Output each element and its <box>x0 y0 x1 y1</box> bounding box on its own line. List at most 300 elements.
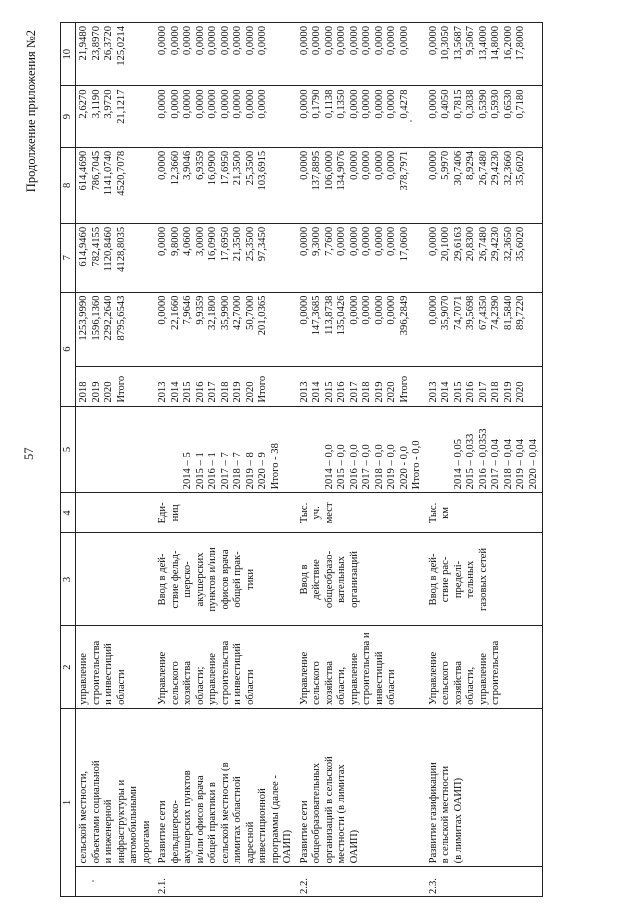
year-line: 2018 <box>78 381 89 403</box>
total-funding-line: 1253,9990 <box>78 295 89 341</box>
regional-funding-line: 0,0000 <box>348 150 360 180</box>
year-line: 2020 <box>386 381 397 403</box>
local-funding-line: 0,5930 <box>490 89 501 119</box>
regional-funding-line: 137,8895 <box>311 150 322 191</box>
year-line: 2013 <box>157 381 168 403</box>
plan-values-line: 2016 – 1 <box>207 452 218 490</box>
local-funding-line: 0,0000 <box>361 89 372 119</box>
total-funding-line: 0,0000 <box>427 295 439 325</box>
federal-funding-line: 17,6950 <box>219 226 231 262</box>
local-funding-line: 0,0000 <box>169 89 181 119</box>
federal-funding-line: 1120,8460 <box>103 226 114 272</box>
federal-funding-line: 0,0000 <box>298 226 310 256</box>
local-funding-line: 0,0000 <box>427 89 439 119</box>
federal-funding-line: 4,0600 <box>182 226 193 256</box>
total-funding-line: 39,5698 <box>465 295 476 330</box>
other-funding-line: 0,0000 <box>257 26 268 56</box>
executor-cell <box>155 626 297 708</box>
federal-funding-cell <box>76 223 156 292</box>
executor-cell <box>76 626 156 708</box>
plan-values-line: 2020 - 0,0 <box>398 446 410 490</box>
total-funding-line: 67,4350 <box>477 295 489 330</box>
year-line: 2019 <box>502 381 514 403</box>
regional-funding-line: 0,0000 <box>298 150 310 180</box>
regional-funding-line: 26,7480 <box>477 150 489 186</box>
federal-funding-line: 0,0000 <box>361 226 372 256</box>
regional-funding-line: 0,0000 <box>386 150 397 180</box>
total-funding-line: 0,0000 <box>298 295 310 325</box>
local-funding-line: 0,0000 <box>182 89 193 119</box>
other-funding-line: 0,0000 <box>398 26 410 56</box>
local-funding-line: 0,0000 <box>386 89 397 119</box>
indicator-line: пределі- <box>452 560 464 599</box>
federal-funding-line: 16,0900 <box>207 226 218 262</box>
executor-line: Управление <box>427 651 439 705</box>
total-funding-cell <box>155 292 297 366</box>
other-funding-line: 0,0000 <box>348 26 360 56</box>
plan-values-line: 2014 – 0,05 <box>452 439 464 490</box>
continuation-header: Продолжение приложения №2 <box>24 30 38 193</box>
local-funding-line: 21,1217 <box>115 89 127 124</box>
regional-funding-cell <box>297 147 426 223</box>
local-funding-line: 0,1138 <box>323 89 335 119</box>
regional-funding-line: 5,9970 <box>440 150 451 180</box>
other-funding-line: 0,0000 <box>336 26 347 56</box>
other-funding-line: 0,0000 <box>244 26 256 56</box>
federal-funding-line: 26,7480 <box>477 226 489 262</box>
other-funding-line: 17,8000 <box>515 26 526 61</box>
regional-funding-line: 12,3660 <box>169 150 181 186</box>
total-funding-cell <box>297 292 426 366</box>
other-funding-cell <box>426 23 543 86</box>
other-funding-line: 0,0000 <box>311 26 322 56</box>
plan-values-line: 2018 – 0,04 <box>502 439 514 490</box>
other-funding-line: 0,0000 <box>157 26 168 56</box>
total-funding-line: 35,9070 <box>440 295 451 330</box>
total-funding-line: 0,0000 <box>386 295 397 325</box>
local-funding-line: 2,6270 <box>78 89 89 119</box>
regional-funding-line: 0,0000 <box>373 150 385 180</box>
indicator-line: Ввод в дей- <box>427 553 439 606</box>
table-row <box>297 23 426 897</box>
measure-name-line: Развитие газификации <box>427 762 439 864</box>
executor-line: строительства <box>490 640 501 705</box>
year-line: 2014 <box>311 381 322 403</box>
other-funding-line: 26,3720 <box>103 26 114 61</box>
regional-funding-line: 0,0000 <box>157 150 168 180</box>
federal-funding-line: 7,7600 <box>323 226 335 256</box>
year-line: Итого <box>398 375 410 403</box>
regional-funding-line: 3,9046 <box>182 150 193 180</box>
local-funding-cell <box>297 86 426 147</box>
plan-values-line: 2020 – 0,04 <box>527 439 539 490</box>
measure-name-line: Развитие сети <box>157 800 168 864</box>
plan-values-cell <box>297 406 426 493</box>
regional-funding-line: 0,0000 <box>427 150 439 180</box>
year-cell <box>297 366 426 406</box>
regional-funding-line: 16,0900 <box>207 150 218 186</box>
measure-name-line: ОАИП) <box>348 829 360 864</box>
indicator-line: тики <box>244 568 256 591</box>
year-line: 2016 <box>194 381 206 403</box>
plan-values-line: 2020 – 9 <box>257 452 268 490</box>
indicator-line: вательных <box>336 556 347 603</box>
regional-funding-line: 25,3500 <box>244 150 256 186</box>
executor-line: Управление <box>298 651 310 705</box>
header-cell: 9 <box>61 86 76 147</box>
local-funding-line: 3,1190 <box>90 89 102 119</box>
indicator-line: газовых сетей <box>477 547 489 612</box>
plan-values-line: 2014 – 0,0 <box>323 444 335 490</box>
regional-funding-line: 103,6915 <box>257 150 268 191</box>
header-cell: 8 <box>61 147 76 223</box>
local-funding-line: 0,5390 <box>477 89 489 119</box>
unit-line: уч. <box>311 506 322 520</box>
federal-funding-line: 3,0000 <box>194 226 206 256</box>
year-line: 2015 <box>323 381 335 403</box>
total-funding-line: 0,0000 <box>348 295 360 325</box>
federal-funding-cell <box>426 223 543 292</box>
indicator-line: акушерских <box>194 552 206 607</box>
total-funding-line: 1596,1360 <box>90 295 102 341</box>
year-line: 2018 <box>219 381 231 403</box>
other-funding-line: 0,0000 <box>169 26 181 56</box>
federal-funding-line: 0,0000 <box>157 226 168 256</box>
executor-line: и инвестиций <box>232 643 243 705</box>
unit-cell <box>426 493 543 533</box>
executor-cell <box>297 626 426 708</box>
year-cell <box>155 366 297 406</box>
local-funding-cell <box>426 86 543 147</box>
table-body <box>76 23 543 897</box>
executor-line: области, <box>465 666 476 705</box>
measure-name-cell <box>297 708 426 867</box>
other-funding-line: 0,0000 <box>182 26 193 56</box>
header-cell: 6 <box>61 292 76 406</box>
total-funding-cell <box>76 292 156 366</box>
indicator-line: общеобразо- <box>323 550 335 609</box>
other-funding-cell <box>155 23 297 86</box>
row-number <box>76 867 156 897</box>
year-line: 2014 <box>169 381 181 403</box>
unit-line: Еди- <box>157 502 168 524</box>
other-funding-line: 10,3050 <box>440 26 451 61</box>
local-funding-line: 0,1790 <box>311 89 322 119</box>
year-line: 2017 <box>477 381 489 403</box>
local-funding-line: 0,0000 <box>157 89 168 119</box>
measure-name-line: объектами социальной <box>90 760 102 864</box>
measure-name-line: акушерских пунктов <box>182 770 193 864</box>
local-funding-line: 0,0000 <box>257 89 268 119</box>
executor-line: области <box>386 669 397 705</box>
total-funding-line: 42,7000 <box>232 295 243 330</box>
table-row <box>155 23 297 897</box>
indicator-line: общей прак- <box>232 551 243 608</box>
federal-funding-line: 614,9460 <box>78 226 89 267</box>
measure-name-cell <box>76 708 156 867</box>
measure-name-line: и/или офисов врача <box>194 775 206 864</box>
local-funding-line: 0,0000 <box>207 89 218 119</box>
executor-line: области, <box>336 666 347 705</box>
indicator-line: шерско- <box>182 561 193 598</box>
other-funding-line: 13,4000 <box>477 26 489 61</box>
federal-funding-line: 25,3500 <box>244 226 256 262</box>
federal-funding-line: 9,8000 <box>169 226 181 256</box>
row-number: 2.1. <box>155 867 297 897</box>
unit-cell <box>155 493 297 533</box>
other-funding-line: 0,0000 <box>373 26 385 56</box>
regional-funding-line: 21,3500 <box>232 150 243 186</box>
executor-line: сельского <box>169 661 181 705</box>
plan-values-line: 2017 – 0,0 <box>361 444 372 490</box>
plan-values-line: 2015 – 0,0 <box>336 444 347 490</box>
unit-cell <box>76 493 156 533</box>
row-number: 2.2. <box>297 867 426 897</box>
executor-line: управление <box>477 653 489 705</box>
year-line: 2017 <box>207 381 218 403</box>
measure-name-line: Развитие сети <box>298 800 310 864</box>
total-funding-line: 50,7000 <box>244 295 256 330</box>
year-line: Итого <box>257 375 268 403</box>
local-funding-line: 0,0000 <box>373 89 385 119</box>
total-funding-line: 201,0365 <box>257 295 268 336</box>
indicator-cell <box>155 533 297 626</box>
table-row <box>76 23 156 897</box>
plan-values-line: 2019 – 0,04 <box>515 439 526 490</box>
year-line: 2019 <box>232 381 243 403</box>
federal-funding-line: 9,3000 <box>311 226 322 256</box>
table-row <box>426 23 543 897</box>
measure-name-line: фельдшерско- <box>169 800 181 864</box>
local-funding-cell <box>155 86 297 147</box>
year-line: Итого <box>115 375 127 403</box>
regional-funding-line: 4520,7078 <box>115 150 127 196</box>
indicator-cell <box>297 533 426 626</box>
total-funding-line: 7,9646 <box>182 295 193 325</box>
header-cell: 7 <box>61 223 76 292</box>
local-funding-line: 0,3038 <box>465 89 476 119</box>
executor-line: хозяйства <box>452 661 464 705</box>
indicator-cell <box>426 533 543 626</box>
header-cell: 4 <box>61 493 76 533</box>
regional-funding-cell <box>155 147 297 223</box>
measure-name-line: дорогами <box>140 820 152 864</box>
local-funding-line: 0,0000 <box>232 89 243 119</box>
plan-values-line: 2015 – 1 <box>194 452 206 490</box>
total-funding-cell <box>426 292 543 366</box>
total-funding-line: 0,0000 <box>157 295 168 325</box>
total-funding-line: 74,7071 <box>452 295 464 330</box>
regional-funding-line: 1141,0740 <box>103 150 114 196</box>
federal-funding-line: 29,6163 <box>452 226 464 262</box>
plan-values-cell <box>426 406 543 493</box>
year-line: 2020 <box>103 381 114 403</box>
year-line: 2018 <box>361 381 372 403</box>
executor-line: инвестиций <box>373 651 385 705</box>
regional-funding-line: 614,4690 <box>78 150 89 191</box>
other-funding-line: 14,8000 <box>490 26 501 61</box>
executor-line: области <box>115 669 127 705</box>
local-funding-cell <box>76 86 156 147</box>
row-number: 2.3. <box>426 867 543 897</box>
executor-line: строительства <box>219 640 231 705</box>
executor-line: строительства и <box>361 632 372 705</box>
federal-funding-line: 29,4230 <box>490 226 501 262</box>
federal-funding-line: 0,0000 <box>336 226 347 256</box>
year-line: 2020 <box>244 381 256 403</box>
local-funding-line: 0,0000 <box>219 89 231 119</box>
regional-funding-line: 106,0000 <box>323 150 335 191</box>
measure-name-line: сельской местности, <box>78 770 89 864</box>
federal-funding-line: 0,0000 <box>386 226 397 256</box>
other-funding-cell <box>76 23 156 86</box>
indicator-line: тельных <box>465 560 476 599</box>
regional-funding-cell <box>76 147 156 223</box>
year-line: 2019 <box>90 381 102 403</box>
indicator-line: ствие фельд- <box>169 550 181 609</box>
other-funding-line: 125,0214 <box>115 26 127 66</box>
other-funding-line: 16,2000 <box>502 26 514 61</box>
year-line: 2016 <box>465 381 476 403</box>
unit-cell <box>297 493 426 533</box>
total-funding-line: 74,2390 <box>490 295 501 330</box>
executor-line: хозяйства <box>323 661 335 705</box>
unit-line: Тыс. <box>427 502 439 524</box>
indicator-line: Ввод в <box>298 564 310 595</box>
regional-funding-cell <box>426 147 543 223</box>
other-funding-line: 0,0000 <box>386 26 397 56</box>
measure-name-line: программы (далее - <box>269 775 281 864</box>
total-funding-line: 89,7220 <box>515 295 526 330</box>
regional-funding-line: 134,9076 <box>336 150 347 191</box>
total-funding-line: 22,1660 <box>169 295 181 330</box>
other-funding-line: 0,0000 <box>361 26 372 56</box>
local-funding-line: 0,7180 <box>515 89 526 119</box>
plan-values-line: 2014 – 5 <box>182 452 193 490</box>
indicator-line: действие <box>311 559 322 600</box>
header-cell: 1 <box>61 708 76 896</box>
other-funding-cell <box>297 23 426 86</box>
measure-name-line: адресной <box>244 821 256 864</box>
plan-values-line: Итого - 38 <box>269 443 281 490</box>
other-funding-line: 21,9480 <box>78 26 89 61</box>
federal-funding-line: 0,0000 <box>427 226 439 256</box>
local-funding-line: 0,0000 <box>298 89 310 119</box>
other-funding-line: 0,0000 <box>219 26 231 56</box>
other-funding-line: 23,8970 <box>90 26 102 61</box>
regional-funding-line: 32,3660 <box>502 150 514 186</box>
measure-name-line: общей практики в <box>207 782 218 864</box>
plan-values-line: 2018 – 0,0 <box>373 444 385 490</box>
regional-funding-line: 30,7406 <box>452 150 464 186</box>
other-funding-line: 0,0000 <box>207 26 218 56</box>
regional-funding-line: 35,6020 <box>515 150 526 186</box>
federal-funding-line: 20,1000 <box>440 226 451 262</box>
plan-values-line: 2015 – 0,033 <box>465 433 476 490</box>
year-line: 2016 <box>336 381 347 403</box>
executor-line: и инвестиций <box>103 643 114 705</box>
plan-values-line: 2017 – 7 <box>219 452 231 490</box>
executor-line: области; <box>194 666 206 705</box>
federal-funding-cell <box>155 223 297 292</box>
total-funding-line: 2292,2640 <box>103 295 114 341</box>
plan-values-cell <box>76 406 156 493</box>
federal-funding-line: 97,3450 <box>257 226 268 262</box>
measure-name-cell <box>155 708 297 867</box>
regional-funding-line: 378,7971 <box>398 150 410 191</box>
measure-name-line: и инженерной <box>103 799 114 864</box>
federal-funding-cell <box>297 223 426 292</box>
measure-name-line: местности (в лимитах <box>336 764 347 864</box>
regional-funding-line: 8,9294 <box>465 150 476 180</box>
local-funding-line: 0,6530 <box>502 89 514 119</box>
federal-funding-line: 0,0000 <box>373 226 385 256</box>
total-funding-line: 35,9900 <box>219 295 231 330</box>
local-funding-line: 0,4278 <box>398 89 410 119</box>
other-funding-line: 0,0000 <box>298 26 310 56</box>
total-funding-line: 9,9359 <box>194 295 206 325</box>
plan-values-line: 2019 – 0,0 <box>386 444 397 490</box>
executor-line: Управление <box>157 651 168 705</box>
other-funding-line: 9,5067 <box>465 26 476 56</box>
local-funding-line: 0,0000 <box>194 89 206 119</box>
plan-values-cell <box>155 406 297 493</box>
year-line: 2017 <box>348 381 360 403</box>
year-cell <box>426 366 543 406</box>
total-funding-line: 81,5840 <box>502 295 514 330</box>
year-line: 2015 <box>182 381 193 403</box>
measure-name-cell <box>426 708 543 867</box>
executor-line: строительства <box>90 640 102 705</box>
executor-line: управление <box>78 653 89 705</box>
header-cell: 10 <box>61 23 76 86</box>
federal-funding-line: 782,4155 <box>90 226 102 267</box>
program-table <box>60 22 620 897</box>
year-cell <box>76 366 156 406</box>
unit-line: мест <box>323 502 335 524</box>
total-funding-line: 147,3685 <box>311 295 322 336</box>
unit-line: ниц <box>169 504 181 522</box>
page-number: 57 <box>22 447 36 460</box>
executor-line: управление <box>348 653 360 705</box>
plan-values-line: 2018 – 7 <box>232 452 243 490</box>
year-line: 2015 <box>452 381 464 403</box>
measure-name-line: автомобильными <box>128 786 139 864</box>
indicator-cell <box>76 533 156 626</box>
local-funding-line: 0,4050 <box>440 89 451 119</box>
total-funding-line: 8795,6543 <box>115 295 127 341</box>
unit-line: км <box>440 506 451 519</box>
measure-name-line: общеобразовательных <box>311 762 322 864</box>
year-line: 2020 <box>515 381 526 403</box>
measure-name-line: инвестиционной <box>257 788 268 864</box>
unit-line: Тыс. <box>298 502 310 524</box>
plan-values-line: 2016 – 0,0353 <box>477 428 489 490</box>
total-funding-line: 113,8738 <box>323 295 335 335</box>
total-funding-line: 0,0000 <box>373 295 385 325</box>
year-line: 2013 <box>298 381 310 403</box>
federal-funding-line: 35,6020 <box>515 226 526 262</box>
regional-funding-line: 29,4230 <box>490 150 501 186</box>
federal-funding-line: 32,3650 <box>502 226 514 262</box>
federal-funding-line: 21,3500 <box>232 226 243 262</box>
total-funding-line: 32,1800 <box>207 295 218 330</box>
header-cell: 2 <box>61 626 76 708</box>
total-funding-line: 135,0426 <box>336 295 347 336</box>
header-cell: 3 <box>61 533 76 626</box>
regional-funding-line: 0,0000 <box>361 150 372 180</box>
other-funding-line: 13,5687 <box>452 26 464 61</box>
